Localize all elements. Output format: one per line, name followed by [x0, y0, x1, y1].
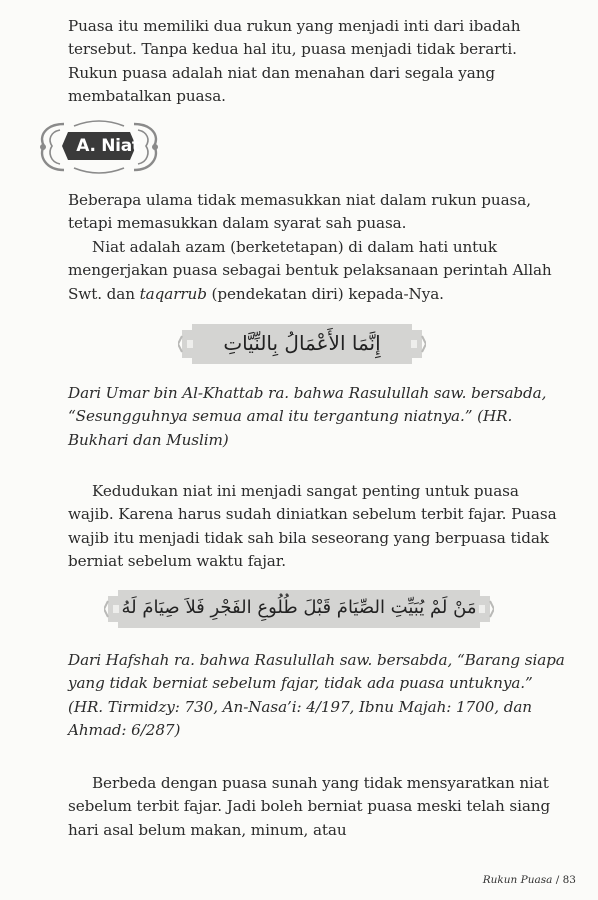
paragraph-3: Kedudukan niat ini menjadi sangat penting untuk puasa wajib. Karena harus sudah diniatkan sebelum terbit fajar. Puasa wajib itu menjadi tidak sah bila seseorang yang berpuasa tidak berniat sebelum waktu fajar.: [68, 482, 557, 571]
arabic-banner-1: [178, 320, 426, 368]
paragraph-2-text-end: (pendekatan diri) kepada-Nya.: [206, 284, 444, 303]
running-title: Rukun Puasa: [482, 874, 553, 886]
quote-1: Dari Umar bin Al-Khattab ra. bahwa Rasulullah saw. bersabda, “Sesungguhnya semua amal itu tergantung niatnya.” (HR. Bukhari dan Muslim): [68, 384, 547, 449]
footer-separator: /: [555, 874, 563, 886]
arabic-banner-2: [104, 586, 494, 632]
quote-2: Dari Hafshah ra. bahwa Rasulullah saw. bersabda, “Barang siapa yang tidak berniat sebelum fajar, tidak ada puasa untuknya.” (HR. Tirmidzy: 730, An-Nasa’i: 4/197, Ibnu Majah: 1700, dan Ahmad: 6/287): [68, 651, 565, 740]
paragraph-4: Berbeda dengan puasa sunah yang tidak mensyaratkan niat sebelum terbit fajar. Jadi boleh berniat puasa meski telah siang hari asal belum makan, minum, atau: [68, 774, 551, 839]
paragraph-2: [68, 236, 568, 306]
section-heading: [34, 118, 164, 176]
page-number: 83: [562, 874, 576, 886]
section-heading-text: A. Niat: [76, 136, 140, 156]
paragraph-1: Beberapa ulama tidak memasukkan niat dalam rukun puasa, tetapi memasukkan dalam syarat sah puasa.: [68, 191, 531, 233]
paragraph-2-term: taqarrub: [139, 284, 207, 303]
arabic-hadith-2: مَنْ لَمْ يُبَيِّتِ الصِّيَامَ قَبْلَ طُلُوعِ الفَجْرِ فَلاَ صِيَامَ لَهُ: [121, 597, 477, 618]
page-footer: [483, 874, 576, 886]
intro-paragraph: Puasa itu memiliki dua rukun yang menjadi inti dari ibadah tersebut. Tanpa kedua hal itu, puasa menjadi tidak berarti. Rukun puasa adalah niat dan menahan dari segala yang membatalkan puasa.: [68, 17, 521, 106]
arabic-hadith-1: إِنَّمَا الأَعْمَالُ بِالنِّيَّاتِ: [223, 331, 381, 355]
paragraph-2-text: Niat adalah azam (berketetapan) di dalam hati untuk mengerjakan puasa sebagai bentuk pelaksanaan perintah Allah Swt. dan: [68, 238, 552, 303]
